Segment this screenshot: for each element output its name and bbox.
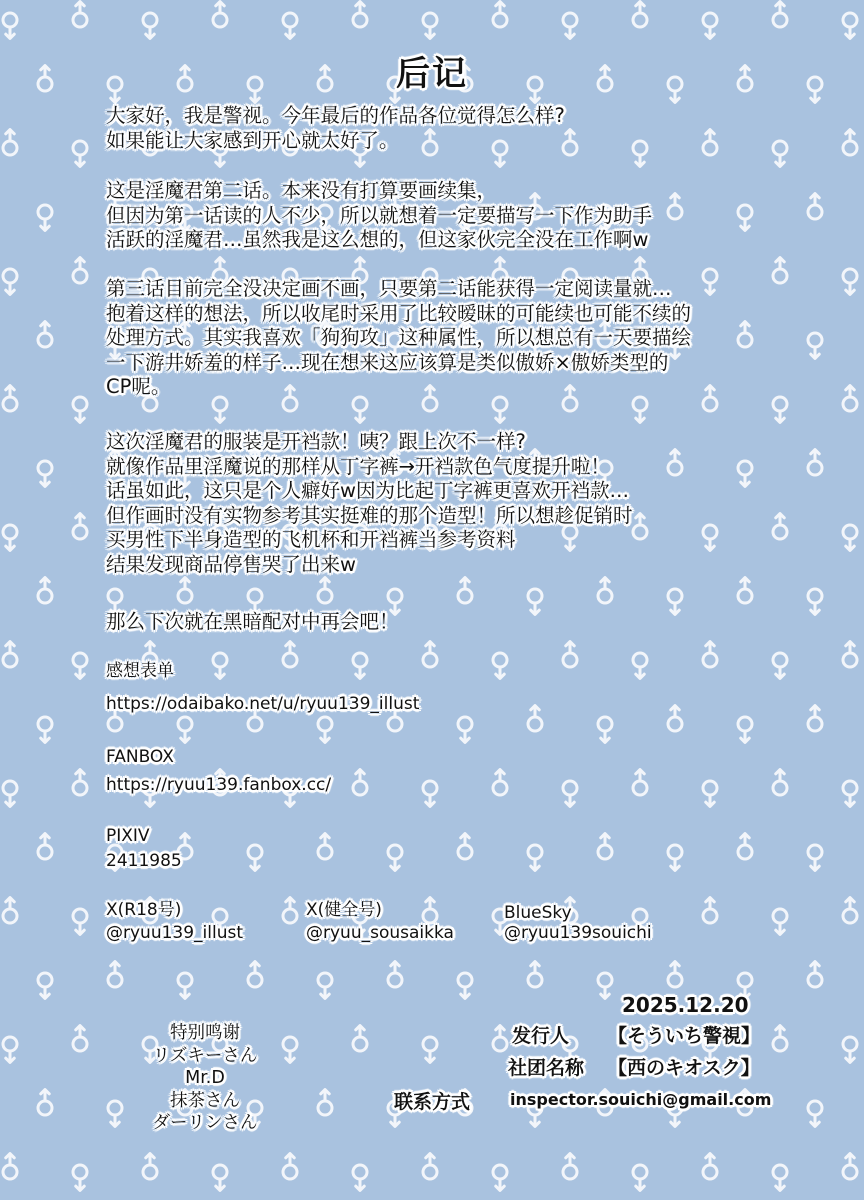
text-line: 第三话目前完全没决定画不画，只要第二话能获得一定阅读量就… [106,277,672,300]
text-line: 就像作品里淫魔说的那样从丁字裤→开裆款色气度提升啦！ [106,454,610,478]
circle-value: 【西のキオスク】 [608,1057,760,1079]
text-line: 买男性下半身造型的飞机杯和开裆裤当参考资料 [106,528,516,551]
publisher-label: 发行人 [512,1025,570,1047]
text-line: 处理方式。其实我喜欢「狗狗攻」这种属性，所以想总有一天要描绘 [106,326,692,349]
thanks-name: ダーリンさん [152,1113,258,1133]
text-line: 这是淫魔君第二话。本来没有打算要画续集， [106,179,497,202]
x-r18-label: X(R18号) [106,900,182,920]
text-line: 话虽如此，这只是个人癖好w因为比起丁字裤更喜欢开裆款… [106,479,629,502]
text-line: 这次淫魔君的服装是开裆款！咦？跟上次不一样? [106,430,526,453]
fanbox-link[interactable]: https://ryuu139.fanbox.cc/ [106,775,332,795]
text-line: 大家好，我是警视。今年最后的作品各位觉得怎么样? [106,104,565,127]
text-line: 抱着这样的想法，所以收尾时采用了比较暧昧的可能续也可能不续的 [106,301,692,325]
page-title: 后记 [396,54,468,94]
text-line: 一下游井娇羞的样子…现在想来这应该算是类似傲娇×傲娇类型的 [106,350,669,374]
pixiv-label: PIXIV [106,826,150,846]
fanbox-label: FANBOX [106,747,174,767]
bluesky-handle[interactable]: @ryuu139souichi [504,923,652,943]
feedback-label: 感想表单 [106,661,174,681]
text-line: 但因为第一话读的人不少，所以就想着一定要描写一下作为助手 [106,203,653,227]
text-line: 活跃的淫魔君…虽然我是这么想的，但这家伙完全没在工作啊w [106,228,649,251]
publisher-value: 【そういち警視】 [608,1025,761,1047]
paragraph-chapter-three [106,277,691,400]
thanks-name: 抹茶さん [170,1090,240,1111]
thanks-name: リズキーさん [152,1045,258,1066]
thanks-name: Mr.D [185,1068,225,1088]
publish-date: 2025.12.20 [622,993,749,1017]
paragraph-greeting [106,104,565,153]
contact-email[interactable]: inspector.souichi@gmail.com [510,1090,772,1109]
text-line: 结果发现商品停售哭了出来w [106,552,356,576]
text-line: CP呢。 [106,375,171,398]
paragraph-chapter-two [106,179,652,253]
text-line: 如果能让大家感到开心就太好了。 [106,128,399,152]
bluesky-label: BlueSky [504,903,572,923]
feedback-link[interactable]: https://odaibako.net/u/ryuu139_illust [106,694,420,714]
contact-label: 联系方式 [394,1091,471,1113]
text-line: 那么下次就在黑暗配对中再会吧！ [106,610,399,633]
special-thanks-heading: 特别鸣谢 [170,1023,240,1043]
paragraph-farewell [106,610,399,635]
x-sfw-handle[interactable]: @ryuu_sousaikka [306,923,454,943]
pixiv-id: 2411985 [106,851,182,871]
special-thanks [140,1022,270,1135]
paragraph-costume [106,430,633,577]
circle-label: 社团名称 [508,1057,585,1079]
text-line: 但作画时没有实物参考其实挺难的那个造型！所以想趁促销时 [106,503,633,527]
x-sfw-label: X(健全号) [306,900,382,920]
x-r18-handle[interactable]: @ryuu139_illust [106,923,244,943]
